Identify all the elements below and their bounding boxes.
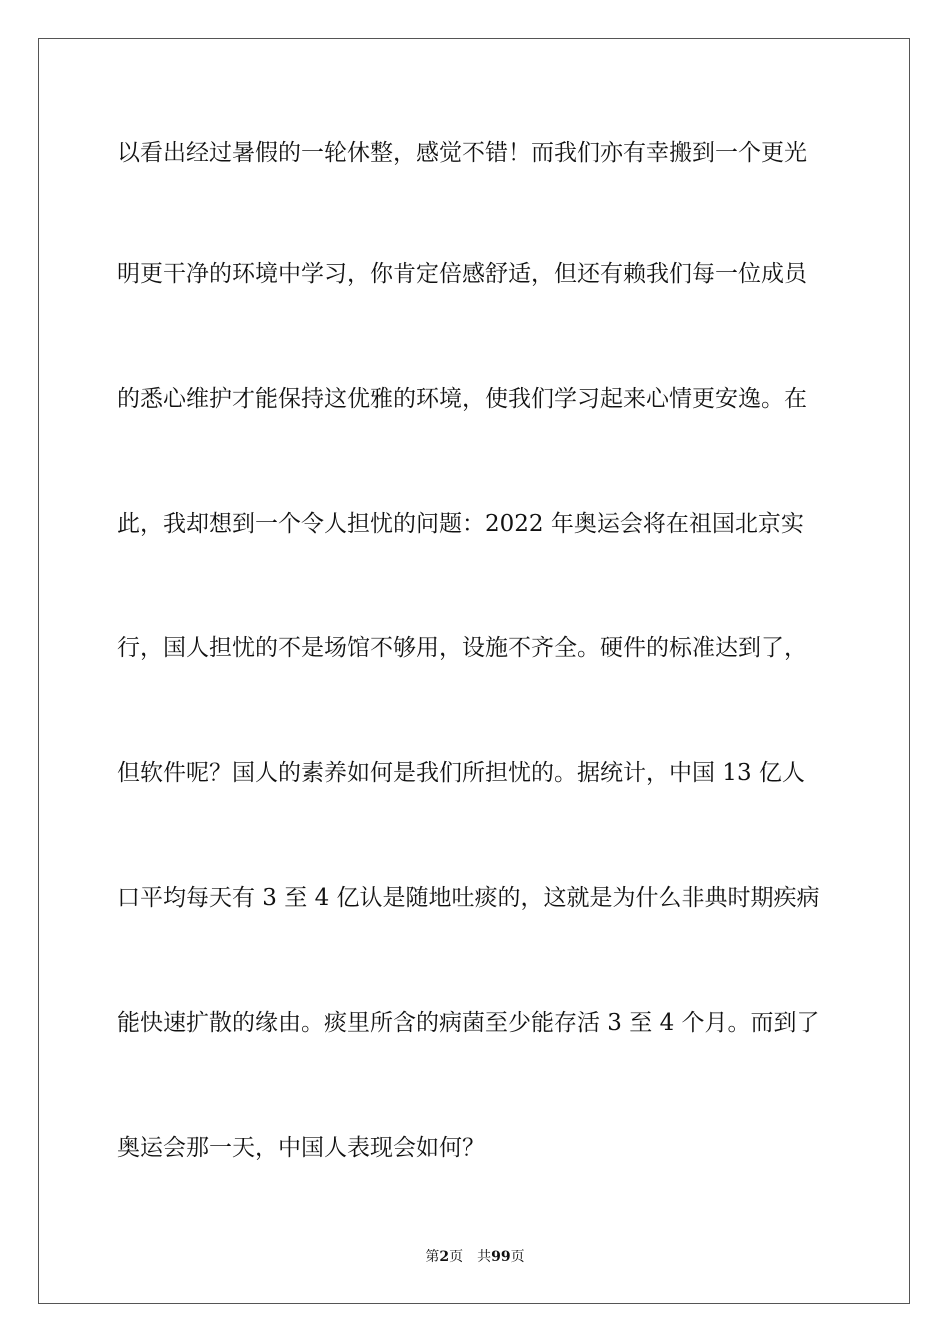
total-pages: 99 — [491, 1249, 511, 1265]
text-line-8: 能快速扩散的缘由。痰里所含的病菌至少能存活 3 至 4 个月。而到了 — [117, 1010, 820, 1036]
text-line-5: 行，国人担忧的不是场馆不够用，设施不齐全。硬件的标准达到了， — [117, 635, 807, 661]
page-border — [38, 38, 910, 1304]
page-number: 2 — [439, 1249, 450, 1265]
text-line-9: 奥运会那一天，中国人表现会如何？ — [117, 1135, 485, 1161]
text-line-6: 但软件呢？国人的素养如何是我们所担忧的。据统计，中国 13 亿人 — [117, 760, 805, 786]
text-line-1: 以看出经过暑假的一轮休整，感觉不错！而我们亦有幸搬到一个更光 — [117, 140, 807, 166]
total-prefix: 共 — [477, 1249, 492, 1265]
page-suffix: 页 — [449, 1249, 464, 1265]
page-footer — [0, 1248, 950, 1266]
total-suffix: 页 — [510, 1249, 525, 1265]
text-line-2: 明更干净的环境中学习，你肯定倍感舒适，但还有赖我们每一位成员 — [117, 261, 807, 287]
text-line-7: 口平均每天有 3 至 4 亿认是随地吐痰的，这就是为什么非典时期疾病 — [117, 885, 820, 911]
text-line-3: 的悉心维护才能保持这优雅的环境，使我们学习起来心情更安逸。在 — [117, 386, 807, 412]
page-prefix: 第 — [425, 1249, 440, 1265]
text-line-4: 此，我却想到一个令人担忧的问题：2022 年奥运会将在祖国北京实 — [117, 511, 804, 537]
